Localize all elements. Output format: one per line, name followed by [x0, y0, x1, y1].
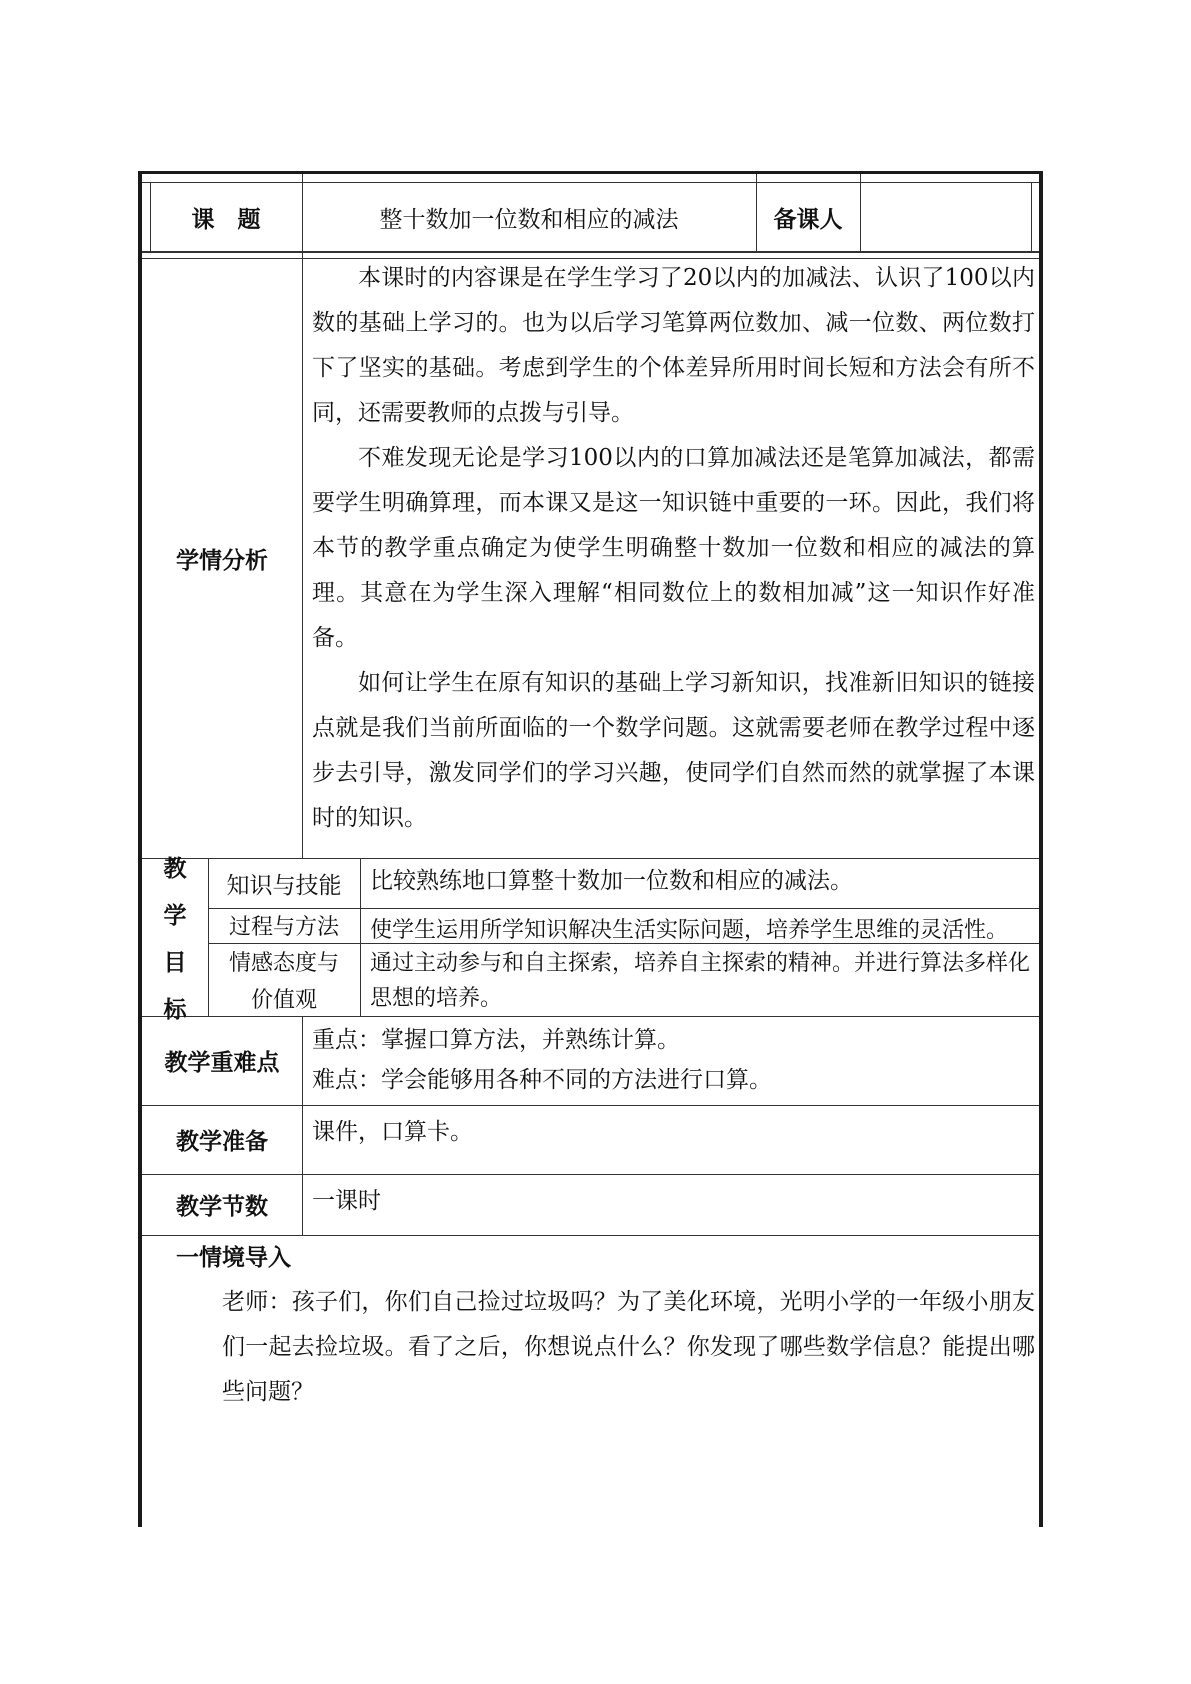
objective-name: 知识与技能 [226, 872, 342, 899]
analysis-label: 学情分析 [176, 548, 268, 574]
topic-label: 课 题 [191, 206, 261, 233]
objectives-label [142, 856, 208, 1023]
objectives-label-char: 教 [163, 856, 187, 882]
analysis-paragraph: 如何让学生在原有知识的基础上学习新知识，找准新旧知识的链接点就是我们当前所面临的一个数学问题。这就需要老师在教学过程中逐步去引导，激发同学们的学习兴趣，使同学们自然而然的就掌握了本课时的知识。 [312, 670, 1035, 831]
rule [1031, 182, 1032, 252]
process-heading: 一情境导入 [176, 1245, 291, 1271]
objectives-label-char: 标 [163, 997, 187, 1023]
topic-value: 整十数加一位数和相应的减法 [379, 206, 679, 233]
rule [360, 858, 361, 1016]
objective-name: 过程与方法 [228, 915, 339, 940]
objective-name-line: 情感态度与 [228, 951, 339, 976]
objective-content: 使学生运用所学知识解决生活实际问题，培养学生思维的灵活性。 [370, 918, 1009, 943]
analysis-content [312, 256, 1035, 841]
key-points-label: 教学重难点 [164, 1050, 280, 1076]
objectives-label-char: 学 [163, 903, 187, 929]
preparation-label: 教学准备 [176, 1129, 268, 1155]
objectives-label-char: 目 [163, 950, 187, 976]
preparer-label: 备课人 [773, 206, 843, 233]
process-text: 老师：孩子们，你们自己捡过垃圾吗？为了美化环境，光明小学的一年级小朋友们一起去捡垃圾。看了之后，你想说点什么？你发现了哪些数学信息？能提出哪些问题？ [222, 1289, 1035, 1405]
rule [142, 1235, 1039, 1236]
rule [302, 174, 303, 858]
objective-name [208, 944, 360, 1016]
rule [302, 1016, 303, 1235]
objective-name-line: 价值观 [250, 988, 317, 1013]
key-points-content [312, 1020, 1035, 1100]
preparer-value [860, 182, 1031, 252]
preparation-value: 课件，口算卡。 [312, 1119, 473, 1145]
periods-label: 教学节数 [176, 1194, 268, 1220]
objective-content: 比较熟练地口算整十数加一位数和相应的减法。 [370, 868, 853, 894]
difficult-point-line: 难点：学会能够用各种不同的方法进行口算。 [312, 1067, 772, 1093]
lesson-plan-table [138, 171, 1043, 1527]
key-point-line: 重点：掌握口算方法，并熟练计算。 [312, 1027, 680, 1053]
analysis-paragraph: 本课时的内容课是在学生学习了20以内的加减法、认识了100以内数的基础上学习的。也为以后学习笔算两位数加、减一位数、两位数打下了坚实的基础。考虑到学生的个体差异所用时间长短和方法会有所不同，还需要教师的点拨与引导。 [312, 265, 1035, 426]
objective-content: 通过主动参与和自主探索，培养自主探索的精神。并进行算法多样化思想的培养。 [370, 951, 1031, 1011]
analysis-paragraph: 不难发现无论是学习100以内的口算加减法还是笔算加减法，都需要学生明确算理，而本课又是这一知识链中重要的一环。因此，我们将本节的教学重点确定为使学生明确整十数加一位数和相应的减法的算理。其意在为学生深入理解“相同数位上的数相加减”这一知识作好准备。 [312, 445, 1035, 651]
periods-value: 一课时 [312, 1188, 381, 1214]
